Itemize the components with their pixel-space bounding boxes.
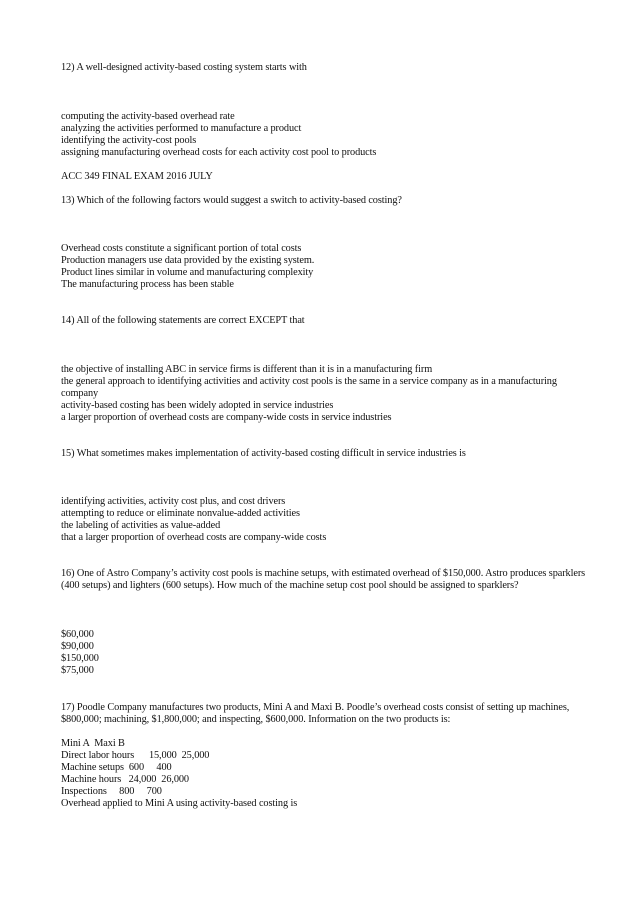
q14-option: activity-based costing has been widely adopted in service industries [61, 400, 334, 411]
q17-table-line: Machine setups 600 400 [61, 762, 172, 773]
q12-option: identifying the activity-cost pools [61, 135, 197, 146]
q14-option: the general approach to identifying activities and activity cost pools is the same in a service company as in a manufacturing company [61, 376, 557, 400]
question-14-stem: 14) All of the following statements are correct EXCEPT that [61, 315, 305, 326]
q17-table-line: Inspections 800 700 [61, 786, 162, 797]
question-17-stem: 17) Poodle Company manufactures two products, Mini A and Maxi B. Poodle’s overhead costs consist of setting up machines, $800,000; machining, $1,800,000; and inspecting, $600,000. Information on the two products is: [61, 702, 570, 726]
q16-option: $60,000 [61, 629, 94, 640]
q12-option: assigning manufacturing overhead costs for each activity cost pool to products [61, 147, 377, 158]
q16-option: $75,000 [61, 665, 94, 676]
q12-option: computing the activity-based overhead rate [61, 111, 235, 122]
q17-table-line: Mini A Maxi B [61, 738, 125, 749]
q13-option: Product lines similar in volume and manufacturing complexity [61, 267, 314, 278]
q12-option: analyzing the activities performed to manufacture a product [61, 123, 302, 134]
exam-header: ACC 349 FINAL EXAM 2016 JULY [61, 171, 213, 182]
question-12-stem: 12) A well-designed activity-based costing system starts with [61, 62, 307, 73]
q13-option: Production managers use data provided by the existing system. [61, 255, 315, 266]
question-13-stem: 13) Which of the following factors would suggest a switch to activity-based costing? [61, 195, 402, 206]
q14-option: the objective of installing ABC in service firms is different than it is in a manufacturing firm [61, 364, 433, 375]
q15-option: the labeling of activities as value-added [61, 520, 221, 531]
question-16-stem: 16) One of Astro Company’s activity cost pools is machine setups, with estimated overhead of $150,000. Astro produces sparklers (400 setups) and lighters (600 setups). How much of the machine setup cost pool should be assigned to sparklers? [61, 568, 586, 592]
q13-option: The manufacturing process has been stable [61, 279, 234, 290]
q15-option: attempting to reduce or eliminate nonvalue-added activities [61, 508, 300, 519]
q17-table-line: Direct labor hours 15,000 25,000 [61, 750, 210, 761]
q14-option: a larger proportion of overhead costs are company-wide costs in service industries [61, 412, 392, 423]
q13-option: Overhead costs constitute a significant portion of total costs [61, 243, 302, 254]
question-15-stem: 15) What sometimes makes implementation of activity-based costing difficult in service industries is [61, 448, 466, 459]
q15-option: identifying activities, activity cost plus, and cost drivers [61, 496, 286, 507]
q17-table-line: Machine hours 24,000 26,000 [61, 774, 189, 785]
q15-option: that a larger proportion of overhead costs are company-wide costs [61, 532, 327, 543]
q16-option: $150,000 [61, 653, 99, 664]
q17-closing: Overhead applied to Mini A using activity-based costing is [61, 798, 298, 809]
q16-option: $90,000 [61, 641, 94, 652]
